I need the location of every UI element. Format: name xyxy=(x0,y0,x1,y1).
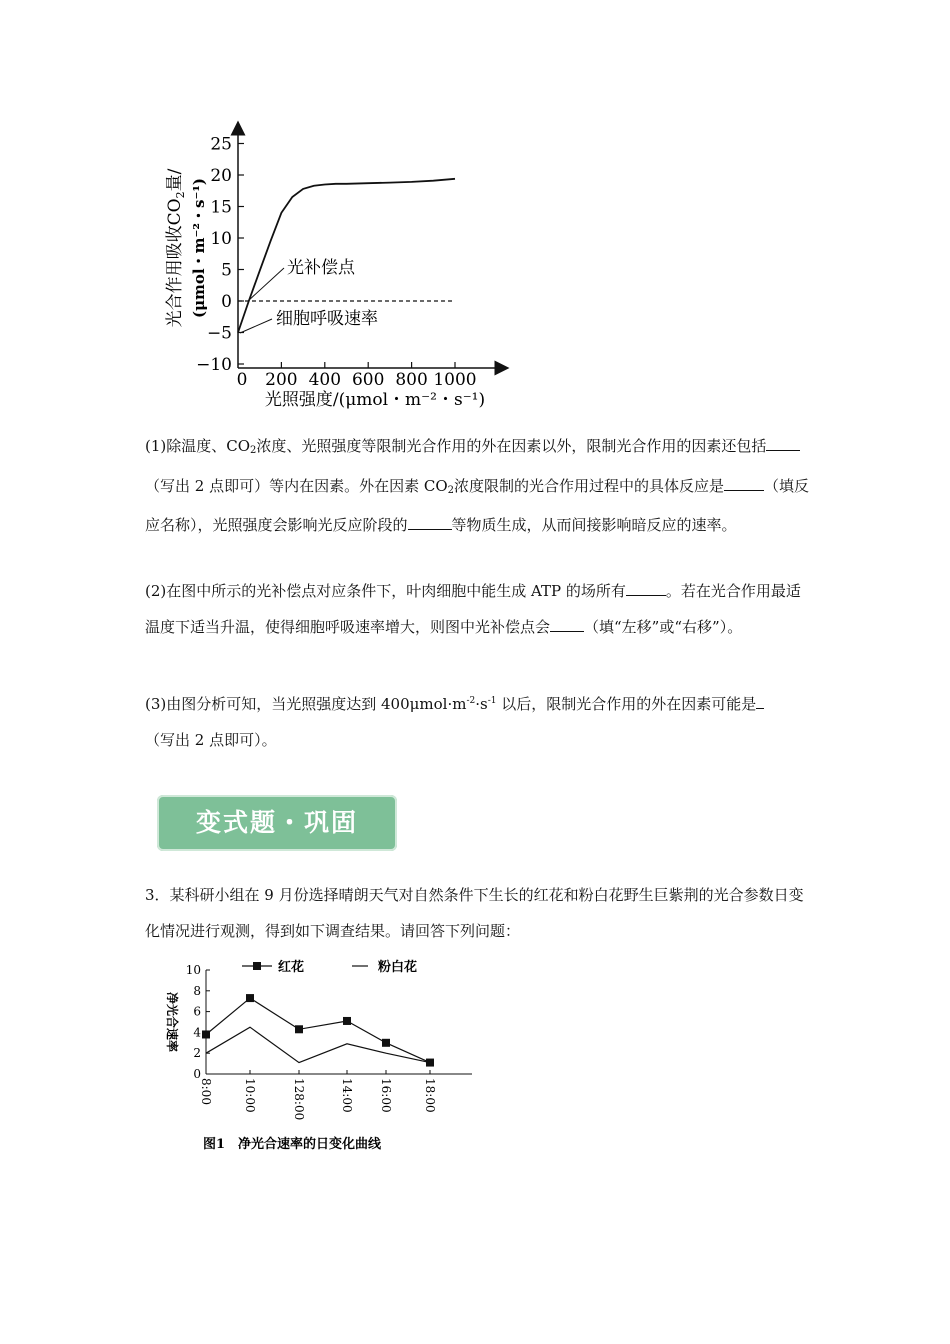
question-part-2 xyxy=(145,574,810,645)
c2-xtick-label: 16:00 xyxy=(379,1078,393,1113)
question-part-1 xyxy=(145,429,810,544)
q1-text-c: （写出 2 点即可）等内在因素。外在因素 CO xyxy=(145,476,448,495)
c1-ytick-label: 5 xyxy=(221,260,232,281)
c2-ytick-label: 6 xyxy=(193,1004,201,1019)
c2-ytick-label: 8 xyxy=(193,983,201,998)
c1-ytick-label: 20 xyxy=(210,166,232,186)
c2-xtick-label: 18:00 xyxy=(423,1078,437,1113)
c2-ytick-label: 0 xyxy=(193,1067,201,1081)
annotation-compensation-point: 光补偿点 xyxy=(287,258,355,278)
respiration-leader xyxy=(240,319,272,333)
c1-ytick-label: 15 xyxy=(210,197,232,218)
photosynthesis-light-curve-chart xyxy=(150,120,520,415)
question-part-3 xyxy=(145,684,810,758)
c1-ytick-label: −5 xyxy=(206,323,232,344)
compensation-point-leader xyxy=(248,268,284,301)
red-flower-point xyxy=(202,1030,210,1038)
red-flower-series-line xyxy=(206,998,430,1063)
chart2-title: 图1 净光合速率的日变化曲线 xyxy=(202,1137,382,1152)
answer-blank-5[interactable] xyxy=(550,617,584,632)
q1-text-a: (1)除温度、CO xyxy=(145,437,251,455)
q2-text-c: （填“左移”或“右移”）。 xyxy=(584,617,743,636)
c1-ytick-label: 0 xyxy=(221,292,232,312)
q2-text-b: 。若在光合作用最适温度下适当升温，使得细胞呼吸速率增大，则图中光补偿点会 xyxy=(145,582,801,636)
x-axis-label: 光照强度/(μmol・m⁻²・s⁻¹) xyxy=(264,390,486,410)
net-photosynthesis-chart xyxy=(150,950,490,1160)
c1-xtick-label: 600 xyxy=(351,370,385,390)
answer-blank-4[interactable] xyxy=(626,581,666,596)
q3-text-b: ·s xyxy=(475,695,488,713)
q2-text-a: (2)在图中所示的光补偿点对应条件下，叶肉细胞中能生成 ATP 的场所有 xyxy=(145,582,626,600)
y-axis-label: 光合作用吸收$CO_2$量/ xyxy=(165,168,187,328)
c1-xtick-label: 400 xyxy=(308,370,342,390)
q3-sup-b: -1 xyxy=(487,696,497,706)
q1-text-d: 浓度限制的光合作用过程中的具体反应是 xyxy=(454,476,725,495)
c1-xtick-label: 1000 xyxy=(433,370,477,390)
c2-xtick-label: 10:00 xyxy=(243,1078,257,1113)
y-axis-unit: (μmol・m⁻²・s⁻¹) xyxy=(190,177,208,319)
chart2-y-axis-label: 净光合速率 xyxy=(165,991,179,1053)
c2-xtick-label: 128:00 xyxy=(292,1078,306,1121)
banner-label: 变式题・巩固 xyxy=(195,808,358,837)
c1-ytick-label: 10 xyxy=(210,229,232,249)
red-flower-point xyxy=(246,994,254,1002)
q1-text-e: （填反应名称），光照强度会影响光反应阶段的 xyxy=(145,476,810,535)
c2-xtick-label: 14:00 xyxy=(340,1078,354,1113)
question-3: 3．某科研小组在 9 月份选择晴朗天气对自然条件下生长的红花和粉白花野生巨紫荆的光合参数日变化情况进行观测，得到如下调查结果。请回答下列问题： xyxy=(145,886,804,940)
answer-blank-3[interactable] xyxy=(408,515,452,530)
c1-ytick-label: 25 xyxy=(210,134,232,155)
c2-ytick-label: 10 xyxy=(185,963,201,977)
c2-ytick-label: 2 xyxy=(193,1046,201,1061)
red-flower-point xyxy=(382,1039,390,1047)
pink-white-flower-series-line xyxy=(206,1027,430,1062)
legend-red-label: 红花 xyxy=(278,960,305,975)
c2-xtick-label: 8:00 xyxy=(199,1078,213,1105)
c1-ytick-label: −10 xyxy=(196,355,232,375)
q1-sub-a: 2 xyxy=(250,445,257,456)
legend-red-marker xyxy=(253,962,261,970)
red-flower-point xyxy=(343,1017,351,1025)
variant-practice-banner xyxy=(157,795,397,851)
c1-xtick-label: 800 xyxy=(395,370,428,390)
annotation-respiration-rate: 细胞呼吸速率 xyxy=(276,309,378,329)
legend-white-label: 粉白花 xyxy=(378,960,418,975)
c1-xtick-label: 0 xyxy=(236,370,248,390)
c1-xtick-label: 200 xyxy=(265,370,298,390)
red-flower-point xyxy=(295,1025,303,1033)
answer-blank-1[interactable] xyxy=(766,436,800,451)
c2-ytick-label: 4 xyxy=(193,1025,201,1040)
red-flower-point xyxy=(426,1059,434,1067)
answer-blank-2[interactable] xyxy=(724,476,764,491)
q3-sup-a: -2 xyxy=(466,696,476,706)
q3-text-d: （写出 2 点即可）。 xyxy=(145,730,277,749)
q1-text-b: 浓度、光照强度等限制光合作用的外在因素以外，限制光合作用的因素还包括 xyxy=(256,437,767,455)
q3-text-c: 以后，限制光合作用的外在因素可能是 xyxy=(496,695,757,713)
q1-text-f: 等物质生成，从而间接影响暗反应的速率。 xyxy=(451,516,737,535)
q3-text-a: (3)由图分析可知，当光照强度达到 400μmol·m xyxy=(145,695,467,713)
answer-blank-6[interactable] xyxy=(756,694,764,709)
q1-sub-c: 2 xyxy=(447,484,454,496)
